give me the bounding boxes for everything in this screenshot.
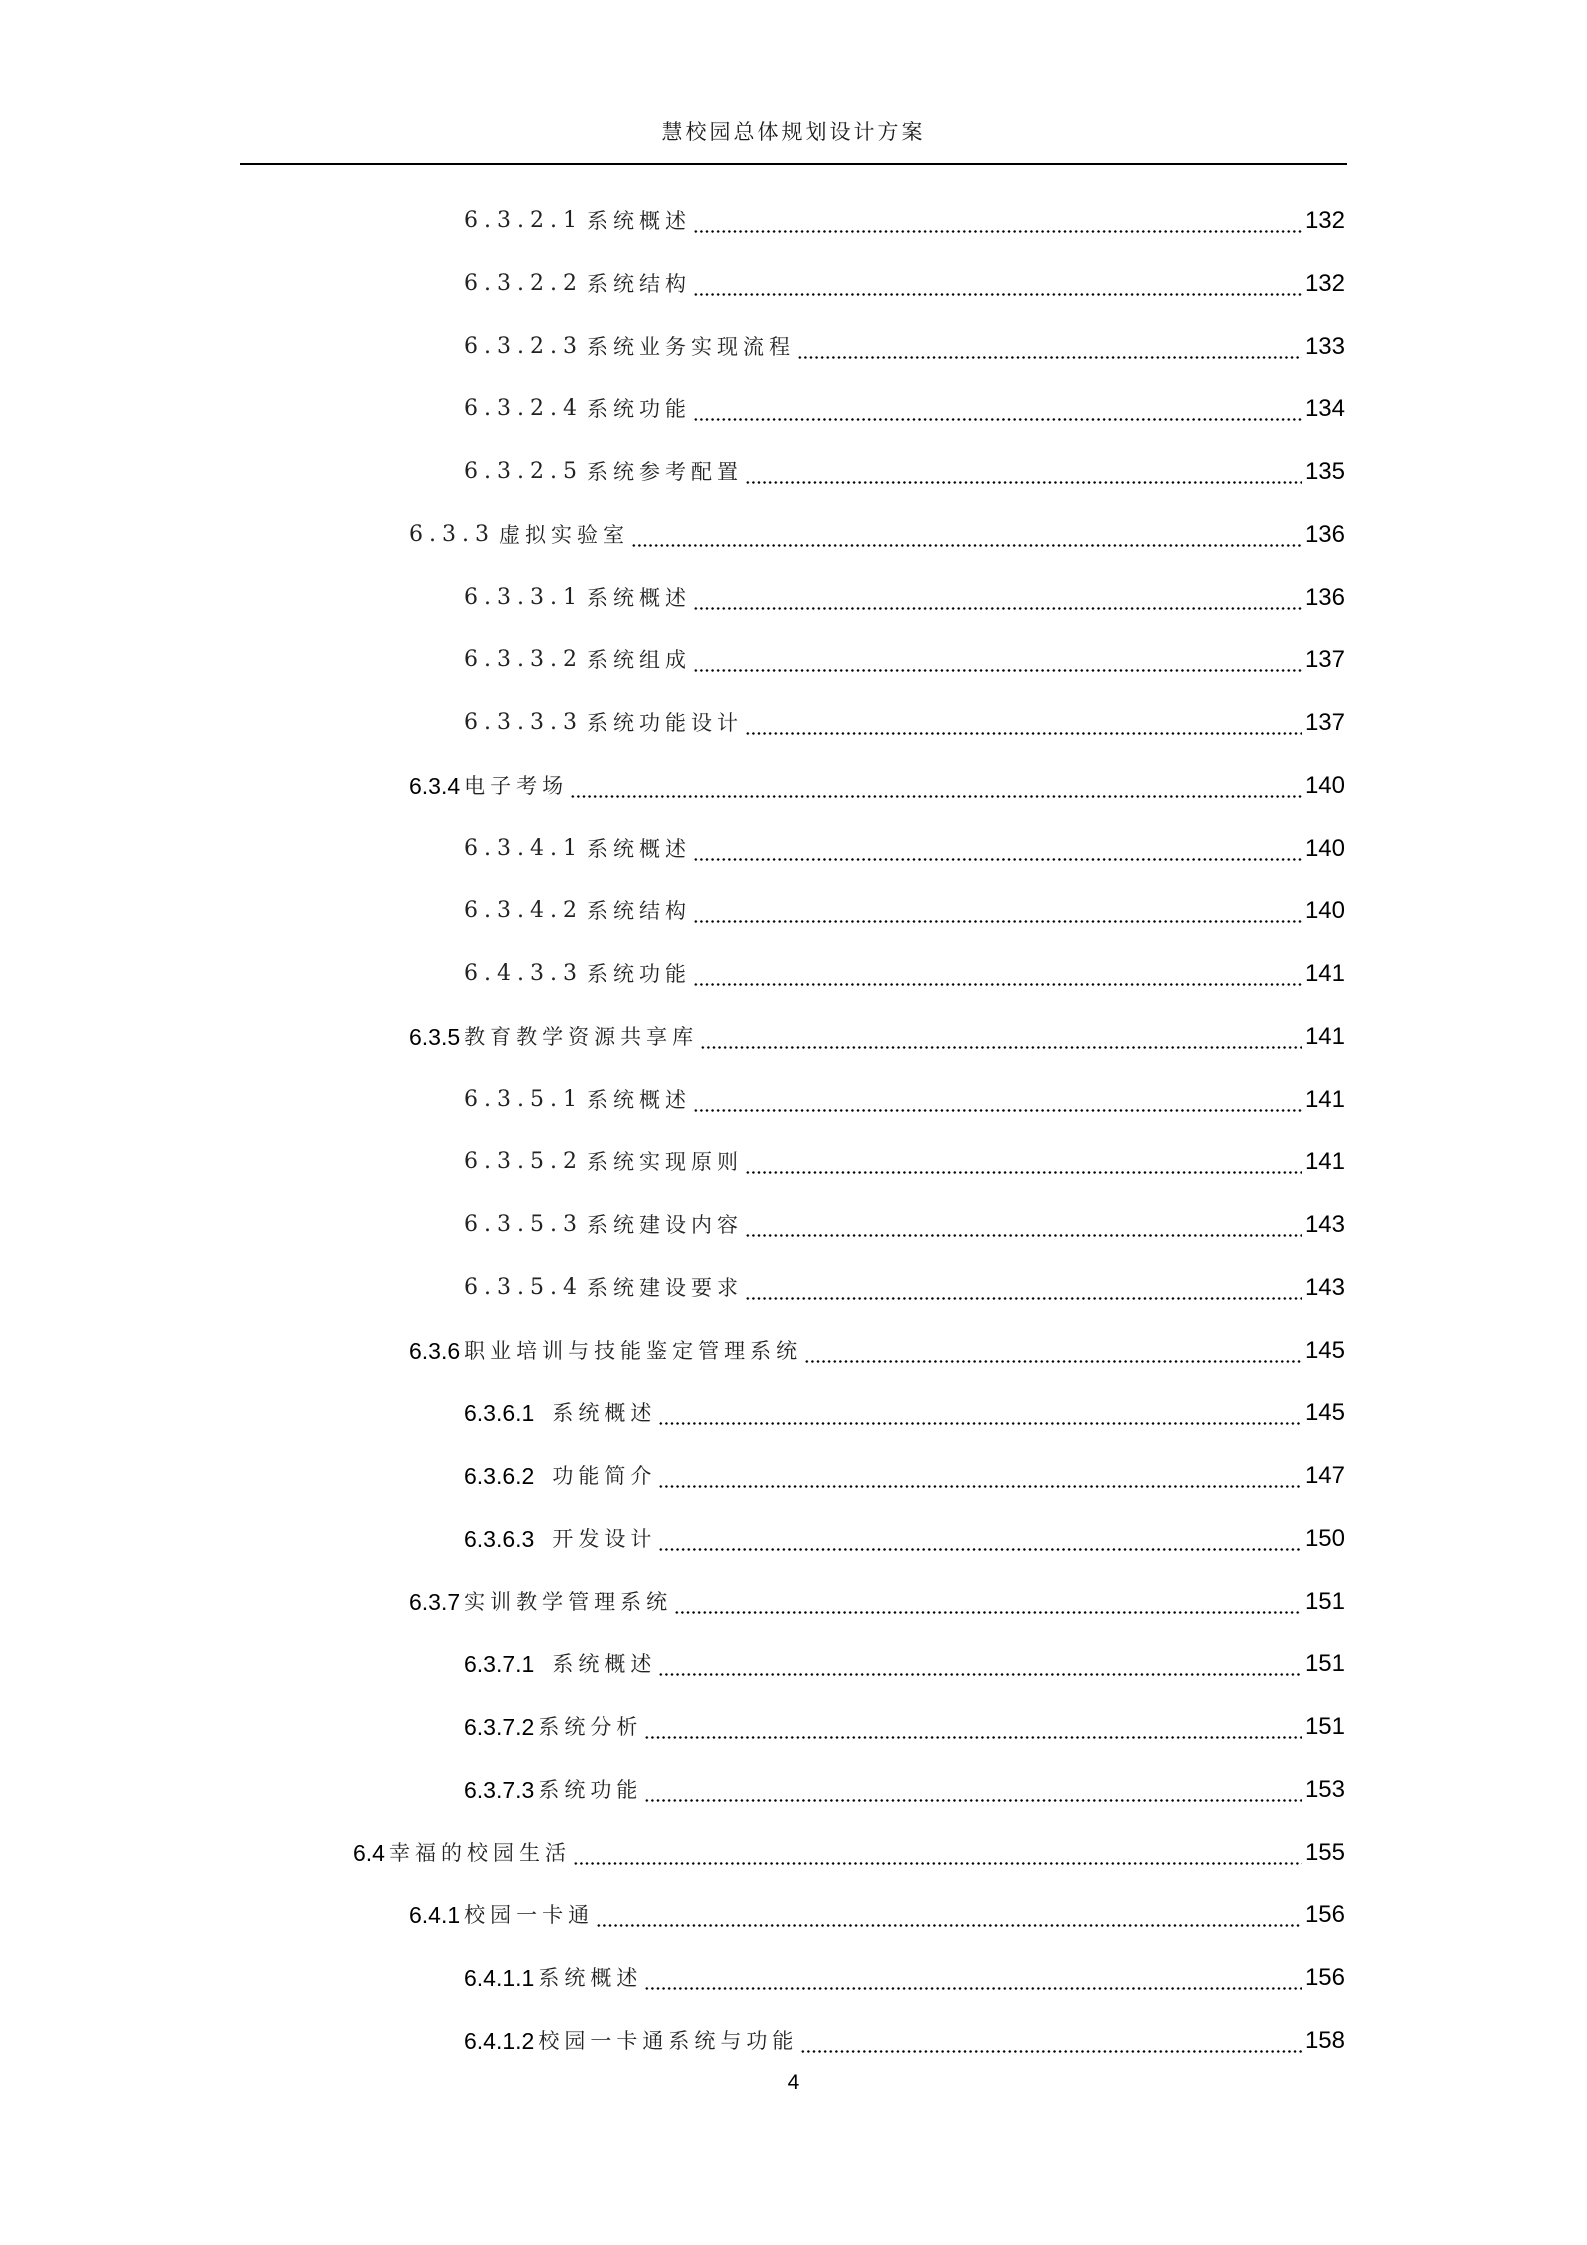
toc-entry-6-3-6-3[interactable] — [464, 1523, 1345, 1555]
dot-leader — [693, 1084, 1302, 1116]
dot-leader — [693, 268, 1302, 300]
toc-entry-number: 6.3.2.1 — [464, 208, 583, 233]
toc-entry-6-3-6-1[interactable] — [464, 1397, 1345, 1429]
toc-entry-page: 141 — [1304, 960, 1345, 987]
toc-entry-6-3-2-5[interactable] — [464, 456, 1345, 488]
toc-entry-title: 职业培训与技能鉴定管理系统 — [464, 1338, 803, 1363]
toc-entry-title: 系统组成 — [586, 648, 691, 673]
toc-entry-number: 6.3.3.2 — [464, 647, 583, 673]
toc-entry-page: 143 — [1304, 1273, 1345, 1301]
toc-entry-page: 140 — [1304, 897, 1345, 925]
toc-entry-6-3-4[interactable] — [409, 770, 1345, 802]
toc-entry-6-3-4-2[interactable] — [464, 895, 1345, 927]
toc-entry-title: 系统概述 — [586, 1087, 691, 1112]
dot-leader — [644, 1962, 1302, 1994]
toc-entry-number: 6.3.2.2 — [464, 270, 583, 296]
toc-entry-title: 系统建设内容 — [586, 1213, 743, 1237]
toc-entry-6-3-2-2[interactable] — [464, 268, 1345, 300]
toc-entry-6-3-5-4[interactable] — [464, 1272, 1345, 1304]
dot-leader — [693, 833, 1302, 865]
toc-entry-6-3-3-1[interactable] — [464, 582, 1345, 614]
toc-entry-title: 系统结构 — [586, 271, 691, 296]
toc-entry-number: 6.3.7 — [409, 1588, 461, 1615]
toc-entry-6-3-3[interactable] — [409, 519, 1345, 551]
toc-entry-number: 6.3.3.3 — [464, 710, 583, 735]
dot-leader — [693, 393, 1302, 425]
toc-entry-6-3-3-3[interactable] — [464, 707, 1345, 739]
toc-entry-number: 6.3.4.2 — [464, 898, 583, 924]
toc-entry-title: 系统实现原则 — [586, 1150, 743, 1175]
toc-entry-title: 系统功能 — [538, 1777, 643, 1802]
toc-entry-number: 6.4.1 — [409, 1902, 461, 1929]
toc-entry-page: 158 — [1304, 2026, 1345, 2054]
toc-entry-number: 6.3.5.4 — [464, 1274, 583, 1300]
dot-leader — [644, 1711, 1302, 1743]
toc-entry-number: 6.3.7.1 — [464, 1651, 535, 1678]
toc-entry-6-3-5-1[interactable] — [464, 1084, 1345, 1116]
toc-entry-title: 系统概述 — [586, 209, 691, 233]
toc-entry-title: 系统结构 — [586, 899, 691, 924]
toc-entry-number: 6.3.5.3 — [464, 1212, 583, 1237]
toc-entry-page: 137 — [1304, 646, 1345, 674]
toc-entry-6-3-7[interactable] — [409, 1586, 1345, 1618]
toc-entry-number: 6.3.6 — [409, 1337, 461, 1364]
dot-leader — [631, 519, 1302, 551]
toc-entry-title: 校园一卡通 — [464, 1903, 595, 1928]
dot-leader — [700, 1021, 1302, 1053]
toc-entry-title: 系统功能设计 — [586, 711, 743, 735]
dot-leader — [658, 1648, 1302, 1680]
dot-leader — [745, 1272, 1302, 1304]
toc-entry-page: 143 — [1304, 1211, 1345, 1238]
toc-entry-6-3-5-2[interactable] — [464, 1146, 1345, 1178]
toc-entry-page: 137 — [1304, 709, 1345, 736]
toc-entry-page: 132 — [1304, 207, 1345, 234]
toc-entry-page: 156 — [1304, 1964, 1345, 1991]
toc-entry-number: 6.4.1.1 — [464, 1965, 535, 1991]
toc-entry-6-3-3-2[interactable] — [464, 644, 1345, 676]
toc-entry-number: 6.3.3 — [409, 521, 495, 547]
dot-leader — [658, 1397, 1302, 1429]
toc-entry-page: 147 — [1304, 1462, 1345, 1489]
dot-leader — [693, 644, 1302, 676]
toc-entry-title: 系统概述 — [552, 1652, 657, 1677]
toc-entry-title: 系统概述 — [586, 585, 691, 610]
toc-entry-page: 135 — [1304, 458, 1345, 485]
dot-leader — [658, 1523, 1302, 1555]
toc-entry-title: 幸福的校园生活 — [388, 1840, 571, 1865]
toc-entry-page: 145 — [1304, 1336, 1345, 1364]
toc-entry-page: 133 — [1304, 332, 1345, 360]
dot-leader — [693, 895, 1302, 927]
toc-entry-title: 系统建设要求 — [586, 1275, 743, 1300]
toc-entry-6-3-7-3[interactable] — [464, 1774, 1345, 1806]
toc-entry-title: 功能简介 — [552, 1464, 657, 1488]
toc-entry-6-4-1-1[interactable] — [464, 1962, 1345, 1994]
toc-entry-6-3-7-1[interactable] — [464, 1648, 1345, 1680]
toc-entry-page: 140 — [1304, 834, 1345, 862]
page-number: 4 — [787, 2071, 800, 2094]
toc-entry-6-3-6-2[interactable] — [464, 1460, 1345, 1492]
dot-leader — [573, 1837, 1302, 1869]
toc-entry-6-4-1-2[interactable] — [464, 2025, 1345, 2057]
toc-entry-title: 教育教学资源共享库 — [464, 1024, 699, 1049]
toc-entry-number: 6.3.2.3 — [464, 333, 583, 359]
toc-entry-6-3-7-2[interactable] — [464, 1711, 1345, 1743]
toc-entry-page: 141 — [1304, 1148, 1345, 1176]
toc-entry-page: 136 — [1304, 520, 1345, 548]
toc-entry-title: 系统分析 — [538, 1715, 643, 1739]
toc-entry-page: 136 — [1304, 583, 1345, 611]
toc-entry-title: 系统概述 — [552, 1401, 657, 1426]
dot-leader — [693, 958, 1302, 990]
toc-entry-title: 实训教学管理系统 — [464, 1589, 673, 1614]
toc-entry-title: 虚拟实验室 — [498, 522, 629, 547]
toc-entry-number: 6.3.2.5 — [464, 459, 583, 484]
toc-entry-page: 150 — [1304, 1524, 1345, 1552]
toc-entry-page: 151 — [1304, 1587, 1345, 1615]
toc-entry-title: 电子考场 — [464, 773, 569, 798]
toc-entry-6-3-6[interactable] — [409, 1335, 1345, 1367]
toc-entry-page: 155 — [1304, 1838, 1345, 1866]
toc-entry-title: 校园一卡通系统与功能 — [538, 2028, 799, 2053]
toc-entry-6-3-4-1[interactable] — [464, 833, 1345, 865]
toc-entry-number: 6.4.3.3 — [464, 961, 583, 986]
toc-entry-6-3-5-3[interactable] — [464, 1209, 1345, 1241]
toc-entry-page: 153 — [1304, 1775, 1345, 1803]
dot-leader — [658, 1460, 1302, 1492]
toc-entry-6-4-3-3[interactable] — [464, 958, 1345, 990]
toc-entry-number: 6.3.4.1 — [464, 835, 583, 861]
toc-entry-number: 6.3.7.3 — [464, 1776, 535, 1803]
toc-entry-page: 151 — [1304, 1650, 1345, 1678]
dot-leader — [693, 205, 1302, 237]
toc-entry-number: 6.4.1.2 — [464, 2027, 535, 2054]
toc-entry-6-3-2-3[interactable] — [464, 331, 1345, 363]
toc-entry-number: 6.3.2.4 — [464, 396, 583, 422]
toc-entry-number: 6.3.5.2 — [464, 1149, 583, 1175]
toc-entry-title: 开发设计 — [552, 1526, 657, 1551]
dot-leader — [745, 1146, 1302, 1178]
toc-entry-page: 151 — [1304, 1713, 1345, 1740]
toc-entry-6-4[interactable] — [353, 1837, 1345, 1869]
dot-leader — [644, 1774, 1302, 1806]
toc-entry-title: 系统功能 — [586, 962, 691, 986]
toc-entry-title: 系统业务实现流程 — [586, 334, 795, 359]
dot-leader — [745, 456, 1302, 488]
toc-entry-page: 140 — [1304, 771, 1345, 799]
dot-leader — [745, 1209, 1302, 1241]
dot-leader — [797, 331, 1302, 363]
toc-entry-number: 6.3.6.1 — [464, 1400, 535, 1427]
toc-entry-page: 156 — [1304, 1901, 1345, 1929]
dot-leader — [745, 707, 1302, 739]
dot-leader — [570, 770, 1302, 802]
running-header-title: 慧校园总体规划设计方案 — [661, 120, 926, 144]
toc-entry-6-4-1[interactable] — [409, 1899, 1345, 1931]
toc-entry-number: 6.3.7.2 — [464, 1714, 535, 1740]
toc-entry-number: 6.3.3.1 — [464, 584, 583, 610]
toc-entry-6-3-2-1[interactable] — [464, 205, 1345, 237]
toc-entry-title: 系统参考配置 — [586, 460, 743, 484]
toc-entry-number: 6.3.5.1 — [464, 1086, 583, 1112]
toc-entry-number: 6.3.5 — [409, 1023, 461, 1050]
toc-entry-page: 145 — [1304, 1399, 1345, 1427]
toc-entry-number: 6.3.4 — [409, 772, 461, 799]
toc-entry-number: 6.4 — [353, 1839, 385, 1866]
dot-leader — [596, 1899, 1302, 1931]
toc-entry-page: 134 — [1304, 395, 1345, 423]
toc-entry-title: 系统概述 — [586, 836, 691, 861]
toc-entry-6-3-5[interactable] — [409, 1021, 1345, 1053]
dot-leader — [674, 1586, 1302, 1618]
toc-entry-page: 141 — [1304, 1022, 1345, 1050]
dot-leader — [804, 1335, 1302, 1367]
toc-entry-number: 6.3.6.2 — [464, 1463, 535, 1489]
toc-entry-page: 141 — [1304, 1085, 1345, 1113]
dot-leader — [800, 2025, 1302, 2057]
toc-entry-title: 系统功能 — [586, 397, 691, 422]
dot-leader — [693, 582, 1302, 614]
toc-entry-6-3-2-4[interactable] — [464, 393, 1345, 425]
toc-entry-title: 系统概述 — [538, 1966, 643, 1990]
toc-entry-page: 132 — [1304, 269, 1345, 297]
toc-entry-number: 6.3.6.3 — [464, 1525, 535, 1552]
